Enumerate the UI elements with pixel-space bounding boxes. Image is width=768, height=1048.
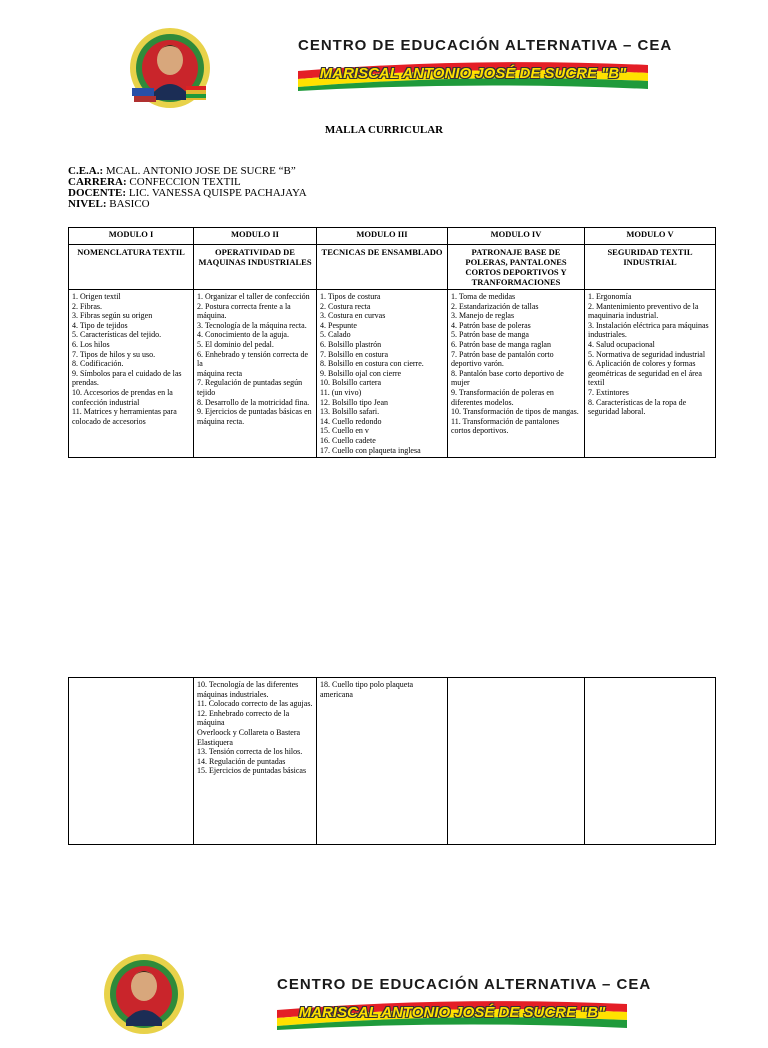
list-item: 11. Transformación de pantalones xyxy=(451,416,560,426)
list-item: 3. Costura en curvas xyxy=(320,311,386,321)
list-item: 3. Fibras según su origen xyxy=(72,311,153,321)
list-item: industriales. xyxy=(588,330,627,340)
list-item: máquinas industriales. xyxy=(197,689,269,699)
list-item: 18. Cuello tipo polo plaqueta americana xyxy=(320,680,414,699)
item-list xyxy=(72,292,190,426)
list-item: 1. Toma de medidas xyxy=(451,292,516,301)
list-item: 8. Características de la ropa de seguridad laboral. xyxy=(588,397,687,417)
module-4-name: PATRONAJE BASE DE POLERAS, PANTALONES CORTOS DEPORTIVOS Y TRANFORMACIONES xyxy=(448,245,585,290)
list-item: 10. Transformación de tipos de mangas. xyxy=(451,407,579,417)
table-row-names xyxy=(69,245,716,290)
list-item: Elastiquera xyxy=(197,737,233,747)
list-item: 6. Bolsillo plastrón xyxy=(320,339,382,349)
list-item: 9. Ejercicios de puntadas básicas en xyxy=(197,407,312,417)
list-item: cortos deportivos. xyxy=(451,426,509,436)
list-item: 9. Bolsillo ojal con cierre xyxy=(320,368,402,378)
module-1-header: MODULO I xyxy=(69,228,194,245)
list-item: prendas. xyxy=(72,378,99,388)
item-list xyxy=(320,292,444,455)
cea-seal-logo-icon xyxy=(124,24,216,116)
list-item: confección industrial xyxy=(72,397,140,407)
list-item: 6. Aplicación de colores y formas xyxy=(588,359,696,369)
module-4-contents-continued xyxy=(448,678,585,845)
banner-title-line2: MARISCAL ANTONIO JOSÉ DE SUCRE "B" xyxy=(319,65,627,82)
module-2-contents xyxy=(194,290,317,458)
list-item: 14. Regulación de puntadas xyxy=(197,756,286,766)
list-item: 4. Conocimiento de la aguja. xyxy=(197,330,289,340)
list-item: 6. Patrón base de manga raglan xyxy=(451,339,551,349)
list-item: máquina recta xyxy=(197,368,243,378)
list-item: 5. Patrón base de manga xyxy=(451,330,529,340)
list-item: geométricas de seguridad en el área xyxy=(588,368,702,378)
cea-banner xyxy=(277,976,652,1046)
item-list xyxy=(588,292,712,417)
list-item: 5. Normativa de seguridad industrial xyxy=(588,349,706,359)
list-item: 13. Bolsillo safari. xyxy=(320,407,380,417)
list-item: 4. Patrón base de poleras xyxy=(451,320,531,330)
module-3-contents-continued xyxy=(317,678,448,845)
list-item: 15. Cuello en v xyxy=(320,426,369,436)
list-item: 2. Costura recta xyxy=(320,301,371,311)
nivel-value: BASICO xyxy=(106,198,150,210)
cea-banner xyxy=(298,37,673,107)
list-item: 1. Ergonomía xyxy=(588,292,632,301)
list-item: 5. El dominio del pedal. xyxy=(197,339,274,349)
list-item: 3. Instalación eléctrica para máquinas xyxy=(588,320,709,330)
module-5-name: SEGURIDAD TEXTIL INDUSTRIAL xyxy=(585,245,716,290)
item-list xyxy=(451,292,581,436)
module-2-name: OPERATIVIDAD DE MAQUINAS INDUSTRIALES xyxy=(194,245,317,290)
list-item: 1. Tipos de costura xyxy=(320,292,381,301)
module-1-name: NOMENCLATURA TEXTIL xyxy=(69,245,194,290)
list-item: 2. Mantenimiento preventivo de la xyxy=(588,301,699,311)
module-3-contents xyxy=(317,290,448,458)
list-item: maquinaria industrial. xyxy=(588,311,659,321)
list-item: 3. Tecnología de la máquina recta. xyxy=(197,320,307,330)
list-item: 10. Tecnología de las diferentes xyxy=(197,680,299,689)
item-list xyxy=(197,292,313,426)
table-row-contents xyxy=(69,290,716,458)
list-item: 17. Cuello con plaqueta inglesa xyxy=(320,445,421,455)
module-5-contents xyxy=(585,290,716,458)
module-4-contents xyxy=(448,290,585,458)
list-item: 8. Desarrollo de la motricidad fina. xyxy=(197,397,310,407)
item-list xyxy=(320,680,444,699)
curriculum-table-continued xyxy=(68,677,716,845)
list-item: 11. (un vivo) xyxy=(320,387,362,397)
list-item: 7. Patrón base de pantalón corto deportivo varón. xyxy=(451,349,554,369)
course-info xyxy=(68,166,307,210)
list-item: 7. Extintores xyxy=(588,387,629,397)
item-list xyxy=(197,680,313,776)
list-item: 4. Salud ocupacional xyxy=(588,339,655,349)
list-item: 7. Tipos de hilos y su uso. xyxy=(72,349,156,359)
list-item: colocado de accesorios xyxy=(72,416,146,426)
list-item: 7. Regulación de puntadas según xyxy=(197,378,303,388)
module-3-header: MODULO III xyxy=(317,228,448,245)
header-logo-banner xyxy=(118,22,673,122)
list-item: 2. Postura correcta frente a la máquina. xyxy=(197,301,291,321)
list-item: 9. Símbolos para el cuidado de las xyxy=(72,368,182,378)
module-4-header: MODULO IV xyxy=(448,228,585,245)
list-item: 8. Codificación. xyxy=(72,359,124,369)
list-item: máquina recta. xyxy=(197,416,245,426)
list-item: 5. Calado xyxy=(320,330,351,340)
docente-value: LIC. VANESSA QUISPE PACHAJAYA xyxy=(126,187,307,199)
module-5-contents-continued xyxy=(585,678,716,845)
list-item: 2. Estandarización de tallas xyxy=(451,301,539,311)
list-item: 15. Ejercicios de puntadas básicas xyxy=(197,766,307,776)
list-item: 1. Origen textil xyxy=(72,292,121,301)
list-item: 9. Transformación de poleras en diferentes modelos. xyxy=(451,387,554,407)
info-nivel xyxy=(68,199,307,210)
list-item: 14. Cuello redondo xyxy=(320,416,382,426)
module-3-name: TECNICAS DE ENSAMBLADO xyxy=(317,245,448,290)
curriculum-table xyxy=(68,227,716,458)
banner-title-line1: CENTRO DE EDUCACIÓN ALTERNATIVA – CEA xyxy=(298,37,673,54)
carrera-label: CARRERA: xyxy=(68,176,127,188)
list-item: 16. Cuello cadete xyxy=(320,435,376,445)
list-item: 13. Tensión correcta de los hilos. xyxy=(197,747,303,757)
list-item: textil xyxy=(588,378,605,388)
list-item: 2. Fibras. xyxy=(72,301,102,311)
table-row-modules xyxy=(69,228,716,245)
list-item: 3. Manejo de reglas xyxy=(451,311,515,321)
module-1-contents xyxy=(69,290,194,458)
list-item: mujer xyxy=(451,378,470,388)
list-item: 10. Bolsillo cartera xyxy=(320,378,382,388)
list-item: 1. Organizar el taller de confección xyxy=(197,292,310,301)
docente-label: DOCENTE: xyxy=(68,187,127,199)
banner-title-line1: CENTRO DE EDUCACIÓN ALTERNATIVA – CEA xyxy=(277,976,652,993)
document-title: MALLA CURRICULAR xyxy=(324,124,444,136)
table-row-contents-continued xyxy=(69,678,716,845)
list-item: 6. Enhebrado y tensión correcta de la xyxy=(197,349,309,369)
list-item: 7. Bolsillo en costura xyxy=(320,349,388,359)
module-2-contents-continued xyxy=(194,678,317,845)
cea-label: C.E.A.: xyxy=(68,165,104,177)
list-item: 11. Colocado correcto de las agujas. xyxy=(197,699,313,709)
banner-title-line2: MARISCAL ANTONIO JOSÉ DE SUCRE "B" xyxy=(298,1004,606,1021)
carrera-value: CONFECCION TEXTIL xyxy=(126,176,241,188)
cea-value: MCAL. ANTONIO JOSE DE SUCRE “B” xyxy=(103,165,296,177)
header-logo-banner-next-page xyxy=(92,948,652,1048)
list-item: 4. Pespunte xyxy=(320,320,357,330)
list-item: 6. Los hilos xyxy=(72,339,110,349)
list-item: 8. Pantalón base corto deportivo de xyxy=(451,368,564,378)
nivel-label: NIVEL: xyxy=(68,198,107,210)
list-item: 12. Bolsillo tipo Jean xyxy=(320,397,388,407)
list-item: 11. Matrices y herramientas para xyxy=(72,407,177,417)
module-1-contents-continued xyxy=(69,678,194,845)
list-item: 12. Enhebrado correcto de la máquina xyxy=(197,708,290,728)
cea-seal-logo-icon xyxy=(98,950,190,1042)
list-item: 8. Bolsillo en costura con cierre. xyxy=(320,359,424,369)
list-item: 5. Características del tejido. xyxy=(72,330,162,340)
module-5-header: MODULO V xyxy=(585,228,716,245)
list-item: 4. Tipo de tejidos xyxy=(72,320,128,330)
list-item: tejido xyxy=(197,387,216,397)
list-item: Overloock y Collareta o Bastera xyxy=(197,727,301,737)
module-2-header: MODULO II xyxy=(194,228,317,245)
list-item: 10. Accesorios de prendas en la xyxy=(72,387,173,397)
